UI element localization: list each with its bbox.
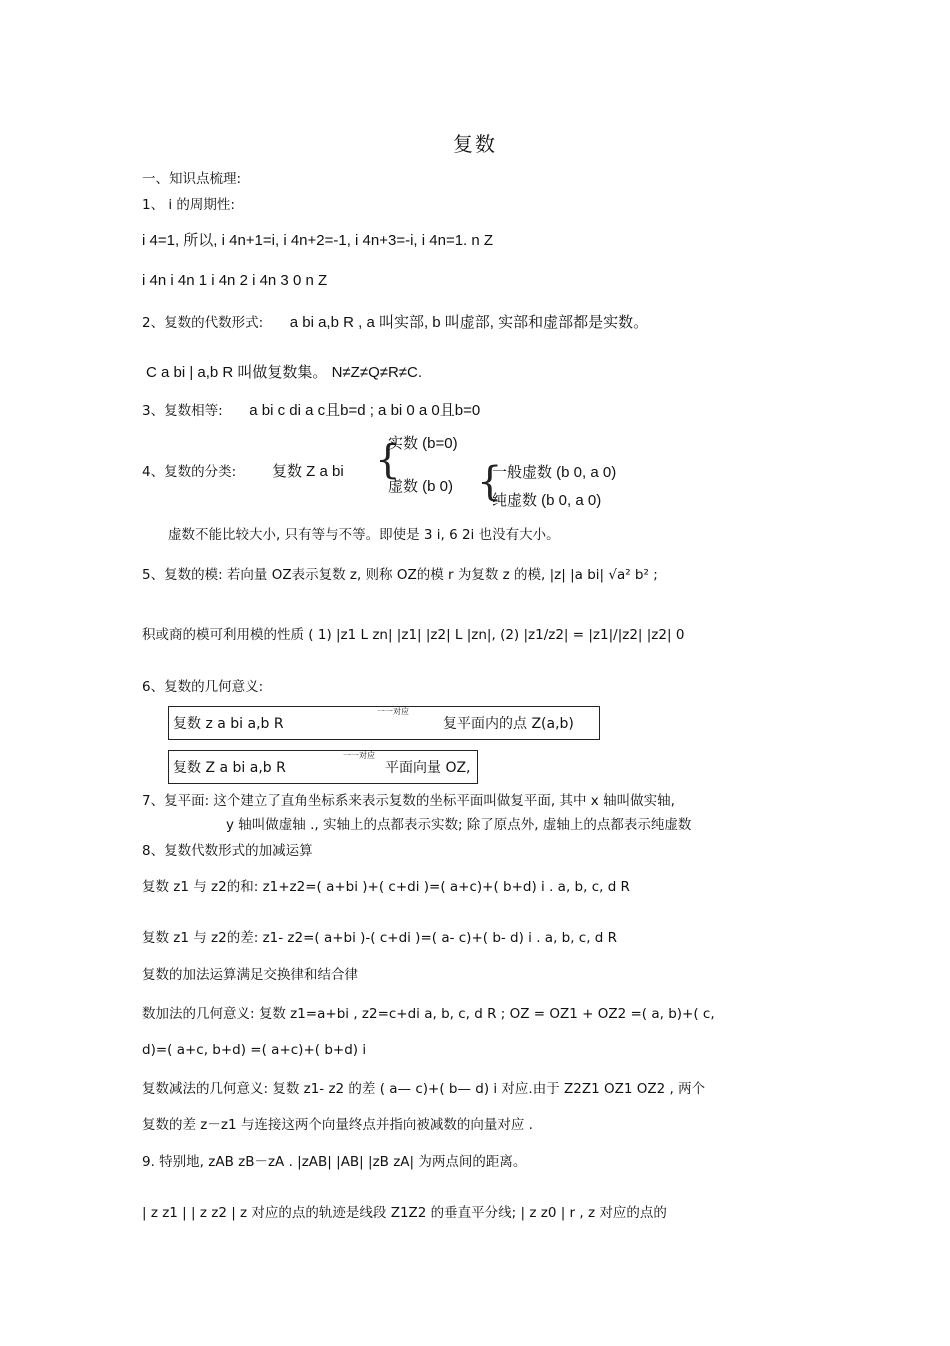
- sum-formula: 复数 z1 与 z2的和: z1+z2=( a+bi )+( c+di )=( a+c)+( b+d) i . a, b, c, d R: [142, 879, 630, 895]
- classification-z: 复数 Z a bi: [272, 463, 344, 480]
- box2-right: 平面向量 OZ,: [385, 760, 471, 776]
- box2-left: 复数 Z a bi a,b R: [173, 760, 286, 776]
- modulus-line-2: 积或商的模可利用模的性质 ( 1) |z1 L zn| |z1| |z2| L |zn|, (2) |z1/z2| = |z1|/|z2| |z2| 0: [142, 627, 685, 643]
- algebraic-form-heading: [142, 314, 648, 332]
- algebraic-form-label: 2、复数的代数形式:: [142, 315, 264, 331]
- i-period-formula-b: i 4n i 4n 1 i 4n 2 i 4n 3 0 n Z: [142, 272, 328, 289]
- difference-formula: 复数 z1 与 z2的差: z1- z2=( a+bi )-( c+di )=( a- c)+( b- d) i . a, b, c, d R: [142, 930, 618, 946]
- locus-line: | z z1 | | z z2 | z 对应的点的轨迹是线段 Z1Z2 的垂直平分线; | z z0 | r , z 对应的点的: [142, 1205, 667, 1221]
- classification-real: 实数 (b=0): [388, 435, 458, 452]
- add-sub-heading: 8、复数代数形式的加减运算: [142, 843, 313, 859]
- subtraction-geometry-a: 复数减法的几何意义: 复数 z1- z2 的差 ( a— c)+( b— d) i 对应.由于 Z2Z1 OZ1 OZ2 , 两个: [142, 1081, 706, 1097]
- correspondence-box-vector: [168, 750, 478, 784]
- brace-2-icon: {: [477, 459, 503, 505]
- complex-plane-line-2: y 轴叫做虚轴 ., 实轴上的点都表示实数; 除了原点外, 虚轴上的点都表示纯虚数: [226, 817, 692, 833]
- i-period-formula-a: i 4=1, 所以, i 4n+1=i, i 4n+2=-1, i 4n+3=-i, i 4n=1. n Z: [142, 232, 494, 249]
- classification-pure-imag: 纯虚数 (b 0, a 0): [492, 492, 602, 509]
- equality-formula: a bi c di a c且b=d ; a bi 0 a 0且b=0: [249, 402, 481, 419]
- box1-right: 复平面内的点 Z(a,b): [443, 716, 574, 732]
- geometric-meaning-heading: 6、复数的几何意义:: [142, 679, 264, 695]
- complex-set-definition: C a bi | a,b R 叫做复数集。 N≠Z≠Q≠R≠C.: [146, 364, 423, 381]
- classification-note: 虚数不能比较大小, 只有等与不等。即使是 3 i, 6 2i 也没有大小。: [168, 527, 560, 543]
- complex-plane-line-1: 7、复平面: 这个建立了直角坐标系来表示复数的坐标平面叫做复平面, 其中 x 轴叫做实轴,: [142, 793, 675, 809]
- equality-label: 3、复数相等:: [142, 403, 223, 419]
- section-1-heading: 一、知识点梳理:: [142, 171, 242, 187]
- distance-line: 9. 特别地, zAB zB－zA . |zAB| |AB| |zB zA| 为两点间的距离。: [142, 1154, 527, 1170]
- brace-1-icon: {: [375, 437, 401, 483]
- page-title: 复数: [453, 132, 497, 156]
- i-period-heading: 1、 i 的周期性:: [142, 197, 235, 213]
- classification-label: 4、复数的分类:: [142, 464, 237, 480]
- modulus-line-1: 5、复数的模: 若向量 OZ表示复数 z, 则称 OZ的模 r 为复数 z 的模, |z| |a bi| √a² b² ;: [142, 567, 658, 583]
- addition-laws: 复数的加法运算满足交换律和结合律: [142, 967, 358, 983]
- box1-arrow-label: 一一对应: [377, 707, 409, 716]
- correspondence-box-point: [168, 706, 600, 740]
- subtraction-geometry-b: 复数的差 z－z1 与连接这两个向量终点并指向被减数的向量对应 .: [142, 1117, 533, 1133]
- algebraic-form-formula: a bi a,b R , a 叫实部, b 叫虚部, 实部和虚部都是实数。: [289, 314, 649, 331]
- box1-left: 复数 z a bi a,b R: [173, 716, 284, 732]
- addition-geometry-a: 数加法的几何意义: 复数 z1=a+bi , z2=c+di a, b, c, d R ; OZ = OZ1 + OZ2 =( a, b)+( c,: [142, 1006, 715, 1022]
- classification-imaginary: 虚数 (b 0): [388, 478, 454, 495]
- addition-geometry-b: d)=( a+c, b+d) =( a+c)+( b+d) i: [142, 1042, 367, 1058]
- classification-general-imag: 一般虚数 (b 0, a 0): [492, 464, 617, 481]
- equality-heading: [142, 402, 480, 420]
- box2-arrow-label: 一一对应: [343, 751, 375, 760]
